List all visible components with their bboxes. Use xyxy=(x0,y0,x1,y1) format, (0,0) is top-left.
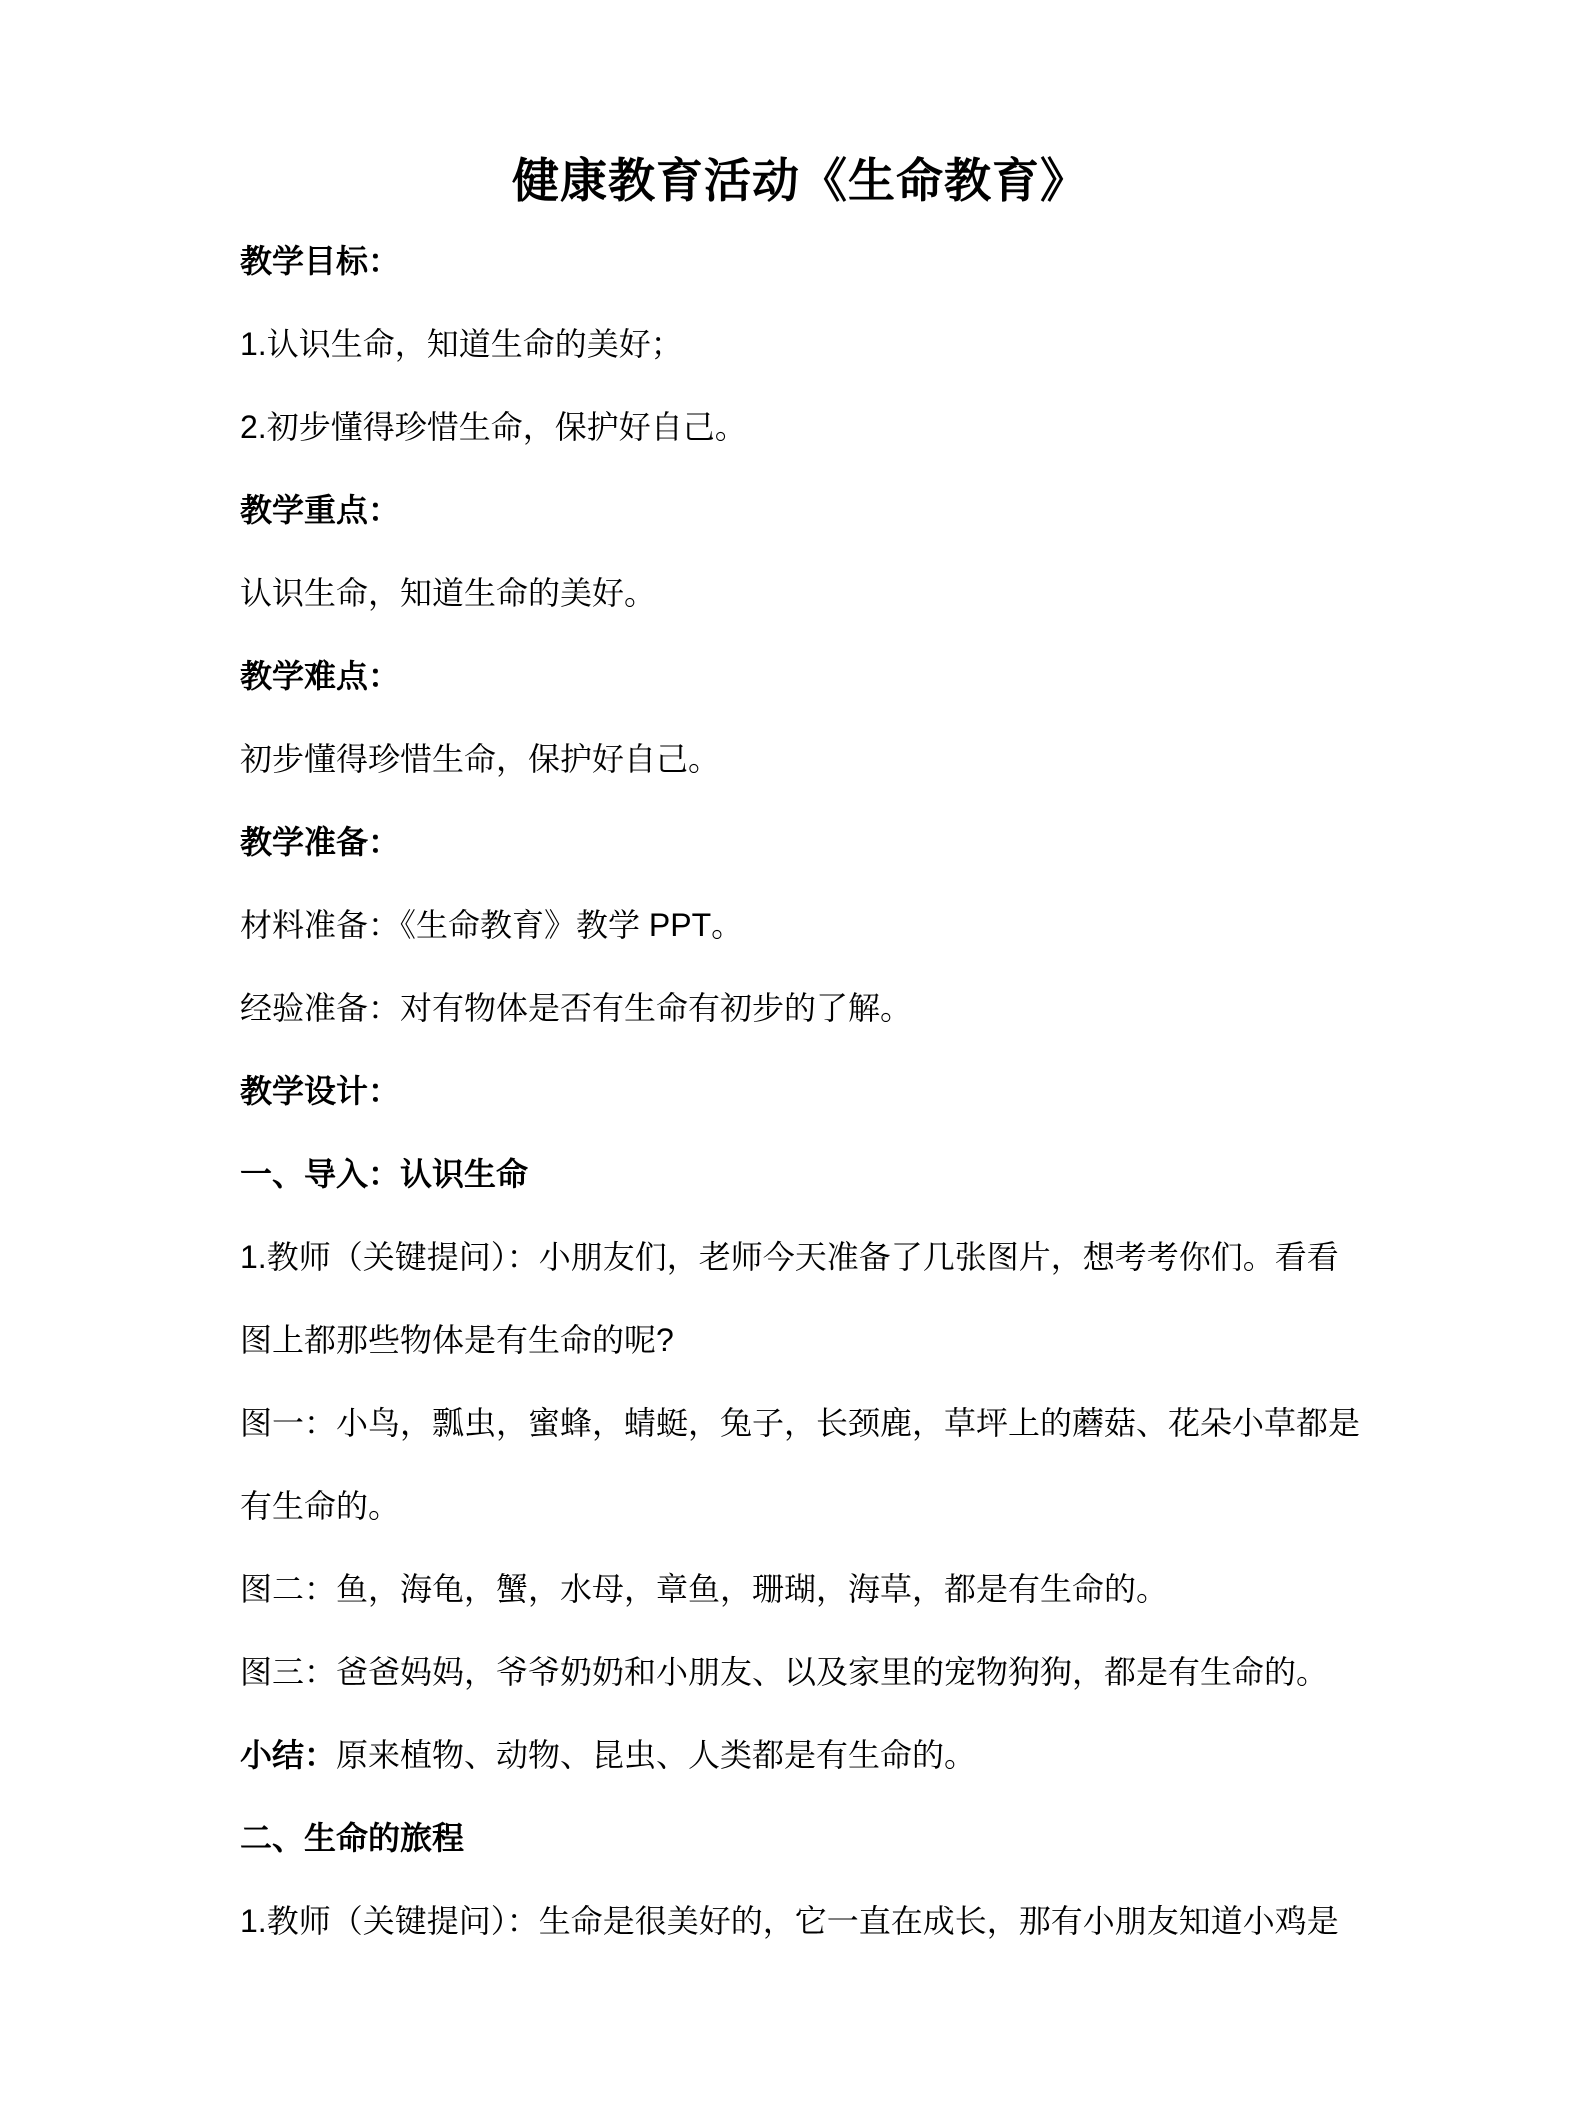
doc-text-bold: 一、导入：认识生命 xyxy=(240,1156,529,1192)
doc-text: 1.教师（关键提问）：小朋友们，老师今天准备了几张图片，想考考你们。看看 xyxy=(240,1239,1339,1275)
doc-line xyxy=(240,967,1360,1050)
doc-text: 1.认识生命，知道生命的美好； xyxy=(240,326,683,362)
doc-text: 图二：鱼，海龟，蟹，水母，章鱼，珊瑚，海草，都是有生命的。 xyxy=(240,1571,1169,1607)
doc-line xyxy=(240,635,1360,718)
doc-text-bold: 教学准备： xyxy=(240,824,401,860)
doc-line xyxy=(240,220,1360,303)
doc-line xyxy=(240,1797,1360,1880)
doc-text: 1.教师（关键提问）：生命是很美好的，它一直在成长，那有小朋友知道小鸡是 xyxy=(240,1903,1339,1939)
doc-line xyxy=(240,469,1360,552)
doc-line xyxy=(240,386,1360,469)
doc-text-bold: 教学目标： xyxy=(240,243,401,279)
doc-text: 图一：小鸟，瓢虫，蜜蜂，蜻蜓，兔子，长颈鹿，草坪上的蘑菇、花朵小草都是 xyxy=(240,1405,1361,1441)
doc-text: 材料准备：《生命教育》教学 PPT。 xyxy=(240,907,744,943)
document-body xyxy=(240,220,1360,1963)
doc-text-bold: 小结： xyxy=(240,1737,337,1773)
doc-line xyxy=(240,1299,1360,1382)
doc-line xyxy=(240,1880,1360,1963)
doc-text: 认识生命，知道生命的美好。 xyxy=(240,575,657,611)
doc-line xyxy=(240,1631,1360,1714)
doc-text-bold: 二、生命的旅程 xyxy=(240,1820,465,1856)
doc-line xyxy=(240,1050,1360,1133)
doc-text: 经验准备：对有物体是否有生命有初步的了解。 xyxy=(240,990,913,1026)
doc-line xyxy=(240,303,1360,386)
doc-text-bold: 教学设计： xyxy=(240,1073,401,1109)
doc-line xyxy=(240,801,1360,884)
doc-line xyxy=(240,884,1360,967)
doc-line xyxy=(240,1382,1360,1465)
doc-line xyxy=(240,718,1360,801)
doc-line xyxy=(240,1133,1360,1216)
doc-text: 有生命的。 xyxy=(240,1488,401,1524)
document-title: 健康教育活动《生命教育》 xyxy=(512,154,1088,207)
doc-text: 原来植物、动物、昆虫、人类都是有生命的。 xyxy=(336,1737,977,1773)
doc-line xyxy=(240,1714,1360,1797)
doc-text-bold: 教学难点： xyxy=(240,658,401,694)
doc-text-bold: 教学重点： xyxy=(240,492,401,528)
doc-text: 初步懂得珍惜生命，保护好自己。 xyxy=(240,741,721,777)
doc-line xyxy=(240,1548,1360,1631)
doc-line xyxy=(240,1465,1360,1548)
doc-text: 图上都那些物体是有生命的呢? xyxy=(240,1322,674,1358)
doc-text: 2.初步懂得珍惜生命，保护好自己。 xyxy=(240,409,747,445)
doc-line xyxy=(240,1216,1360,1299)
doc-line xyxy=(240,552,1360,635)
doc-text: 图三：爸爸妈妈，爷爷奶奶和小朋友、以及家里的宠物狗狗，都是有生命的。 xyxy=(240,1654,1329,1690)
